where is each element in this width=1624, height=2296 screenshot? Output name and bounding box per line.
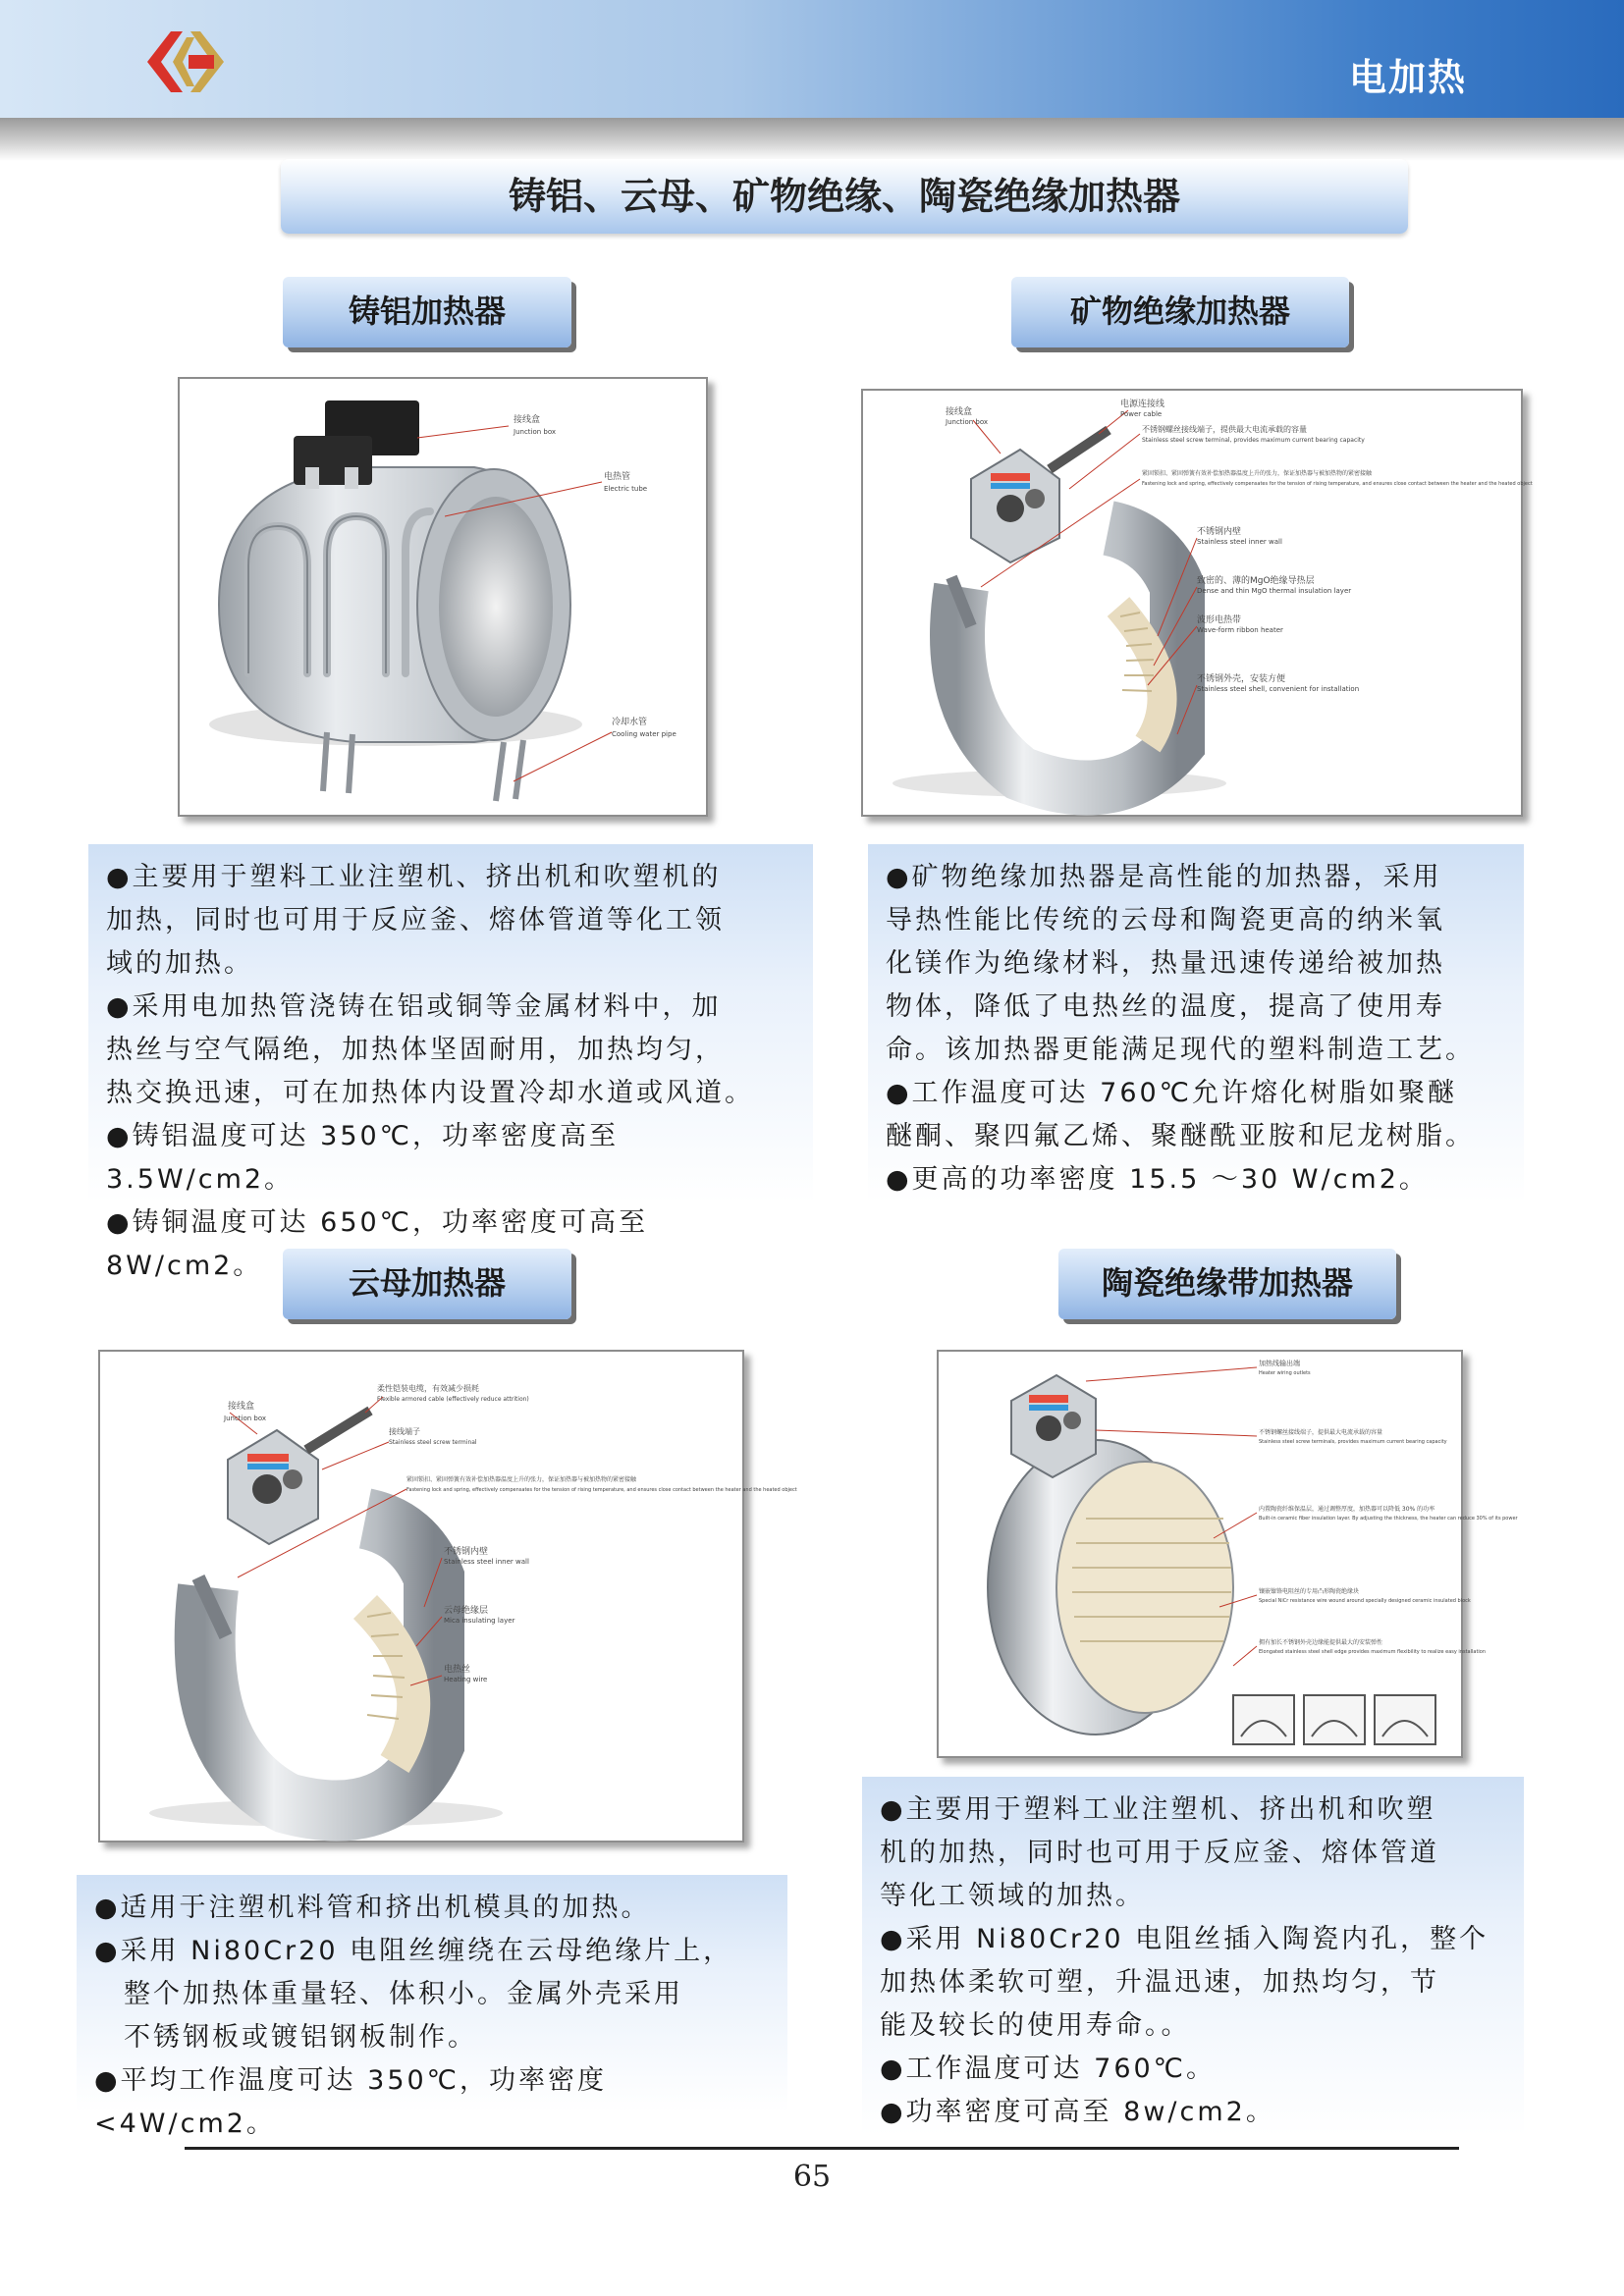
label: 波形电热带 (1197, 615, 1242, 625)
label: 电热丝 (444, 1665, 471, 1675)
label: Dense and thin MgO thermal insulation layer (1197, 587, 1352, 595)
text-line: 机的加热，同时也可用于反应釜、熔体管道 (880, 1838, 1439, 1868)
label: 紧固锁扣、紧固弹簧有效补偿加热器温度上升的张力，保证加热器与被加热物的紧密接触 (1142, 470, 1373, 477)
cast-aluminum-description (88, 844, 813, 1281)
label: Wave-form ribbon heater (1197, 626, 1283, 634)
header-strip (0, 118, 1624, 161)
label: Stainless steel inner wall (1197, 538, 1282, 546)
label: Mica insulating layer (444, 1617, 515, 1625)
section-title: 电加热 (1348, 56, 1467, 99)
label: 不锈钢螺丝接线端子，提供最大电流承载的容量 (1259, 1429, 1383, 1436)
text-line: 醚酮、聚四氟乙烯、聚醚酰亚胺和尼龙树脂。 (886, 1121, 1475, 1151)
text-line: ●平均工作温度可达 350℃，功率密度<4W/cm2。 (94, 2065, 607, 2139)
label: 不锈钢内壁 (444, 1547, 489, 1557)
heading-mineral-insulation: 矿物绝缘加热器 (1011, 277, 1349, 347)
label: Junction box (224, 1415, 267, 1422)
label-electric-tube: 电热管 (604, 472, 631, 482)
label: Flexible armored cable (effectively reduce attrition) (377, 1396, 529, 1403)
text-line: 域的加热。 (106, 948, 253, 979)
label: Junction box (946, 418, 989, 426)
label: 不锈钢螺丝接线端子，提供最大电流承载的容量 (1142, 425, 1307, 434)
label: 紧固锁扣、紧固弹簧有效补偿加热器温度上升的张力，保证加热器与被加热物的紧密接触 (406, 1476, 637, 1483)
label: Stainless steel screw terminal, provides maximum current bearing capacity (1142, 437, 1365, 444)
heading-mica: 云母加热器 (283, 1249, 571, 1319)
text-line: ●采用电加热管浇铸在铝或铜等金属材料中，加 (106, 991, 722, 1022)
text-line: ●主要用于塑料工业注塑机、挤出机和吹塑 (880, 1794, 1436, 1825)
label-cooling-pipe-en: Cooling water pipe (612, 730, 677, 738)
label-cooling-pipe: 冷却水管 (612, 718, 648, 727)
label: 云母绝缘层 (444, 1606, 489, 1616)
label: 加热线输出端 (1259, 1360, 1300, 1367)
label: Heater wiring outlets (1259, 1370, 1311, 1376)
text-line: 加热体柔软可塑，升温迅速，加热均匀，节 (880, 1967, 1439, 1998)
footer-divider (185, 2147, 1459, 2150)
label: 不锈钢内壁 (1197, 527, 1242, 537)
text-line: 等化工领域的加热。 (880, 1881, 1145, 1911)
text-line: 加热，同时也可用于反应釜、熔体管道等化工领 (106, 905, 725, 935)
label: 柔性铠装电缆，有效减少损耗 (377, 1384, 479, 1393)
text-line: ●适用于注塑机料管和挤出机模具的加热。 (94, 1893, 651, 1923)
text-line: ●更高的功率密度 15.5 ～30 W/cm2。 (886, 1164, 1429, 1195)
text-line: ●矿物绝缘加热器是高性能的加热器，采用 (886, 862, 1442, 892)
page-number: 65 (792, 2160, 832, 2194)
text-line: 导热性能比传统的云母和陶瓷更高的纳米氧 (886, 905, 1445, 935)
mica-heater-image (98, 1350, 797, 1842)
text-line: ●铸铝温度可达 350℃，功率密度高至 3.5W/cm2。 (106, 1121, 619, 1195)
text-line: 不锈钢板或镀铝钢板制作。 (94, 2022, 477, 2053)
label: 电源连接线 (1120, 400, 1165, 409)
page-banner-title: 铸铝、云母、矿物绝缘、陶瓷绝缘加热器 (281, 159, 1408, 234)
label: 不锈钢外壳，安装方便 (1197, 674, 1286, 684)
text-line: 热交换迅速，可在加热体内设置冷却水道或风道。 (106, 1078, 754, 1108)
label: Heating wire (444, 1676, 488, 1683)
label: Stainless steel shell, convenient for installation (1197, 685, 1360, 693)
text-line: ●主要用于塑料工业注塑机、挤出机和吹塑机的 (106, 862, 722, 892)
text-line: 热丝与空气隔绝，加热体坚固耐用，加热均匀， (106, 1035, 725, 1065)
text-line: 整个加热体重量轻、体积小。金属外壳采用 (94, 1979, 683, 2009)
cast-aluminum-heater-image (178, 377, 708, 817)
mica-description (77, 1875, 787, 2139)
company-logo-icon (143, 27, 232, 96)
text-line: ●铸铜温度可达 650℃，功率密度可高至 8W/cm2。 (106, 1207, 648, 1281)
text-line: 命。该加热器更能满足现代的塑料制造工艺。 (886, 1035, 1475, 1065)
text-line: ●功率密度可高至 8w/cm2。 (880, 2097, 1275, 2127)
label: Elongated stainless steel shell edge provides maximum flexibility to realize easy installation (1259, 1649, 1487, 1655)
text-line: ●采用 Ni80Cr20 电阻丝缠绕在云母绝缘片上， (94, 1936, 733, 1966)
label-junction-box: 接线盒 (514, 415, 541, 425)
label: 接线盒 (946, 407, 973, 417)
label: Stainless steel screw terminal (389, 1439, 477, 1446)
text-line: 化镁作为绝缘材料，热量迅速传递给被加热 (886, 948, 1445, 979)
label: 接线端子 (389, 1427, 420, 1436)
label: 拥有加长不锈钢外壳边缘能提供最大的安装弹性 (1259, 1639, 1383, 1646)
text-line: ●采用 Ni80Cr20 电阻丝插入陶瓷内孔，整个 (880, 1924, 1489, 1954)
label: Fastening lock and spring, effectively compensates for the tension of rising temperature, and ensures close contact between the heater and the heated object (1142, 481, 1533, 487)
label-electric-tube-en: Electric tube (604, 485, 648, 493)
mineral-insulation-description (868, 844, 1524, 1203)
ceramic-heater-image (937, 1350, 1518, 1758)
label: Fastening lock and spring, effectively compensates for the tension of rising temperature, and ensures close contact between the heater and the heated object (406, 1487, 797, 1493)
text-line: 能及较长的使用寿命。。 (880, 2010, 1191, 2041)
text-line: ●工作温度可达 760℃允许熔化树脂如聚醚 (886, 1078, 1457, 1108)
ceramic-description (862, 1777, 1524, 2136)
label: Stainless steel screw terminals, provides maximum current bearing capacity (1259, 1439, 1447, 1445)
heading-ceramic: 陶瓷绝缘带加热器 (1058, 1249, 1396, 1319)
label: 内置陶瓷纤维保温层，通过调整厚度，加热器可以降低 30% 的功率 (1259, 1506, 1435, 1513)
label: 镶嵌镍铬电阻丝的专用凸形陶瓷绝缘块 (1259, 1588, 1360, 1595)
label: 致密的、薄的MgO绝缘导热层 (1197, 576, 1315, 586)
heading-cast-aluminum: 铸铝加热器 (283, 277, 571, 347)
text-line: 物体，降低了电热丝的温度，提高了使用寿 (886, 991, 1445, 1022)
label: Power cable (1120, 410, 1163, 418)
label: Stainless steel inner wall (444, 1558, 529, 1566)
mineral-insulation-heater-image (861, 389, 1533, 817)
text-line: ●工作温度可达 760℃。 (880, 2054, 1216, 2084)
label-junction-box-en: Junction box (514, 428, 557, 436)
label: Special NiCr resistance wire wound around specially designed ceramic insulated block (1259, 1598, 1471, 1604)
label: 接线盒 (228, 1402, 255, 1412)
label: Built-in ceramic fiber insulation layer. By adjusting the thickness, the heater can reduce 30% of its power (1259, 1516, 1518, 1522)
